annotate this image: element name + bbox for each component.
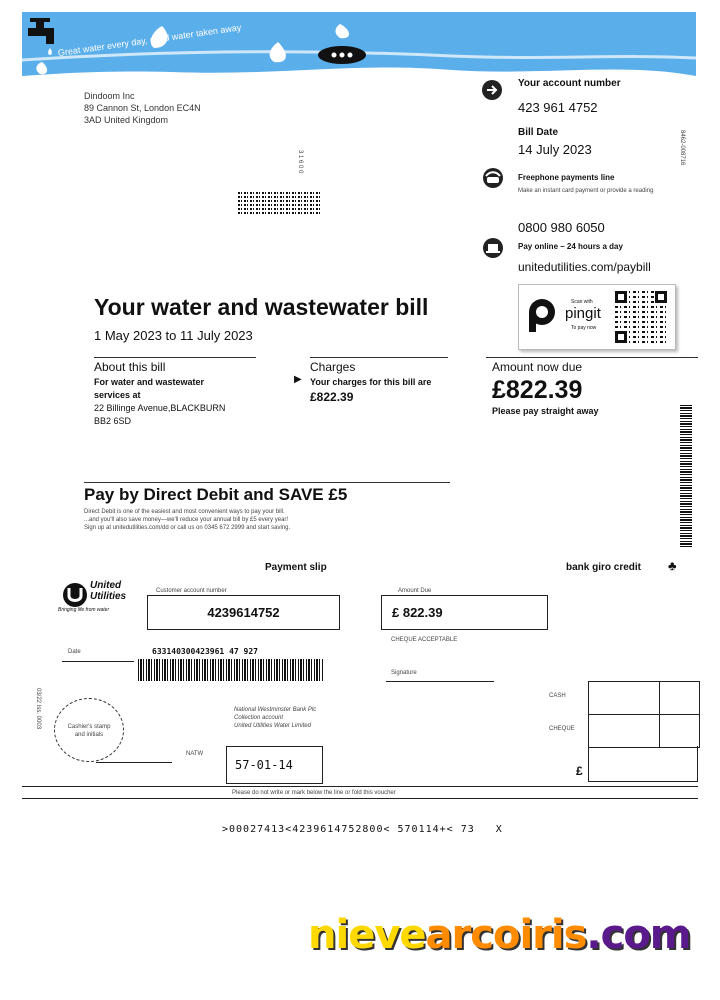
charges-arrow-icon: ▶ [294,374,302,385]
direct-debit-section [84,482,450,532]
bank-line2: Collection account [234,715,284,721]
bill-title: Your water and wastewater bill [94,294,429,320]
uu-logo-line2: Utilities [90,591,127,602]
bill-date: 14 July 2023 [518,142,592,157]
uu-logo-line1: United [90,580,122,591]
bank-giro-icon: ♣ [668,558,677,573]
pay-online-url[interactable]: unitedutilities.com/paybill [518,260,651,274]
cheque-acceptable: CHEQUE ACCEPTABLE [391,637,458,643]
about-heading: About this bill [94,357,256,374]
freephone-label: Freephone payments line [518,173,615,182]
about-address2: BB2 6SD [94,416,132,426]
slip-bottom-line-2 [22,798,698,799]
about-address1: 22 Billinge Avenue,BLACKBURN [94,403,226,413]
pingit-scan-text: Scan with [571,299,593,305]
charges-heading: Charges [310,357,448,374]
customer-account-value: 4239614752 [207,605,280,620]
cashier-stamp-area [54,698,124,762]
amount-due-note: Please pay straight away [492,406,599,416]
account-number-label: Your account number [518,78,621,89]
online-icon [482,238,504,263]
address-barcode [238,190,322,214]
vertical-code: 3 1 6 0 0 [297,150,303,174]
slip-amount-due-value: £ 822.39 [392,605,443,620]
cash-cheque-grid [588,681,700,748]
amount-due-value: £822.39 [492,376,583,404]
charges-value: £822.39 [310,390,354,404]
freephone-number: 0800 980 6050 [518,220,605,235]
sort-code: 57-01-14 [235,758,293,772]
uu-logo-icon [62,582,88,608]
header-banner [22,12,696,76]
slip-barcode-number: 633140300423961 47 927 [152,647,258,656]
direct-debit-heading: Pay by Direct Debit and SAVE £5 [84,482,450,505]
signature-label: Signature [391,670,417,676]
customer-postcode: 3AD United Kingdom [84,115,169,125]
sort-label: NATW [186,751,204,757]
account-icon [482,80,502,105]
direct-debit-line3: Sign up at unitedutilities.com/dd or call us on 0345 672 2999 and start saving. [84,525,291,531]
charges-label: Your charges for this bill are [310,377,432,387]
payment-slip-title: Payment slip [265,562,327,573]
slip-amount-due-label: Amount Due [398,588,432,594]
charges-section [310,357,448,404]
cash-label: CASH [549,693,566,699]
micr-line: >00027413<4239614752800< 570114+< 73 X [222,824,503,835]
date-label: Date [68,649,81,655]
freephone-note: Make an instant card payment or provide a reading [518,188,654,194]
watermark-part2: arcoiris [425,912,587,958]
watermark [308,912,690,958]
about-section [94,357,256,428]
slip-vertical-code: 03/22 Iss. 0003 [35,688,41,730]
bank-line1: National Westminster Bank Plc [234,707,317,713]
uu-logo-tag: Bringing life from water [58,607,110,613]
customer-address [84,90,201,126]
slip-amount-due-box [381,595,548,630]
about-line1: For water and wastewater [94,377,205,387]
sort-code-box [226,746,323,784]
bank-giro-label: bank giro credit [566,562,642,573]
slip-footer-note: Please do not write or mark below the line or fold this voucher [232,790,396,796]
customer-account-label: Customer account number [156,588,227,594]
side-barcode [680,405,692,547]
signature-line [386,681,494,682]
watermark-part1: nieve [308,912,426,958]
watermark-part3: .com [586,912,691,958]
united-utilities-logo [58,580,138,616]
account-number: 423 961 4752 [518,100,598,115]
customer-account-box [147,595,340,630]
right-vertical-code: 8462-008716 [679,130,685,166]
date-line [62,661,134,662]
direct-debit-line2: ...and you'll also save money—we'll reduce your annual bill by £5 every year! [84,517,289,523]
banner-slogan: Great water every day, used water taken away [57,22,242,58]
amount-due-section [486,357,698,418]
about-line2: services at [94,390,141,400]
phone-icon [482,168,504,193]
direct-debit-line1: Direct Debit is one of the easiest and most convenient ways to pay your bill. [84,509,285,515]
pingit-sub-text: To pay now [571,325,597,331]
slip-bottom-line-1 [22,786,698,787]
total-field [588,746,698,782]
customer-name: Dindoom Inc [84,91,135,101]
qr-code [615,291,667,343]
bill-period: 1 May 2023 to 11 July 2023 [94,328,253,343]
stamp-base-line [96,762,172,763]
pingit-box[interactable] [518,284,676,350]
cashier-stamp-text: Cashier's stamp and initials [67,724,111,738]
cheque-label: CHEQUE [549,726,575,732]
pingit-logo-icon [527,297,557,338]
pingit-brand: pingit [565,305,601,322]
amount-due-heading: Amount now due [486,357,698,374]
bill-date-label: Bill Date [518,127,559,138]
total-pound-sign: £ [576,764,583,778]
bank-line3: United Utilities Water Limited [234,723,311,729]
customer-street: 89 Cannon St, London EC4N [84,103,201,113]
slip-barcode [138,659,324,681]
tap-icon [24,18,58,61]
pay-online-label: Pay online – 24 hours a day [518,242,623,251]
